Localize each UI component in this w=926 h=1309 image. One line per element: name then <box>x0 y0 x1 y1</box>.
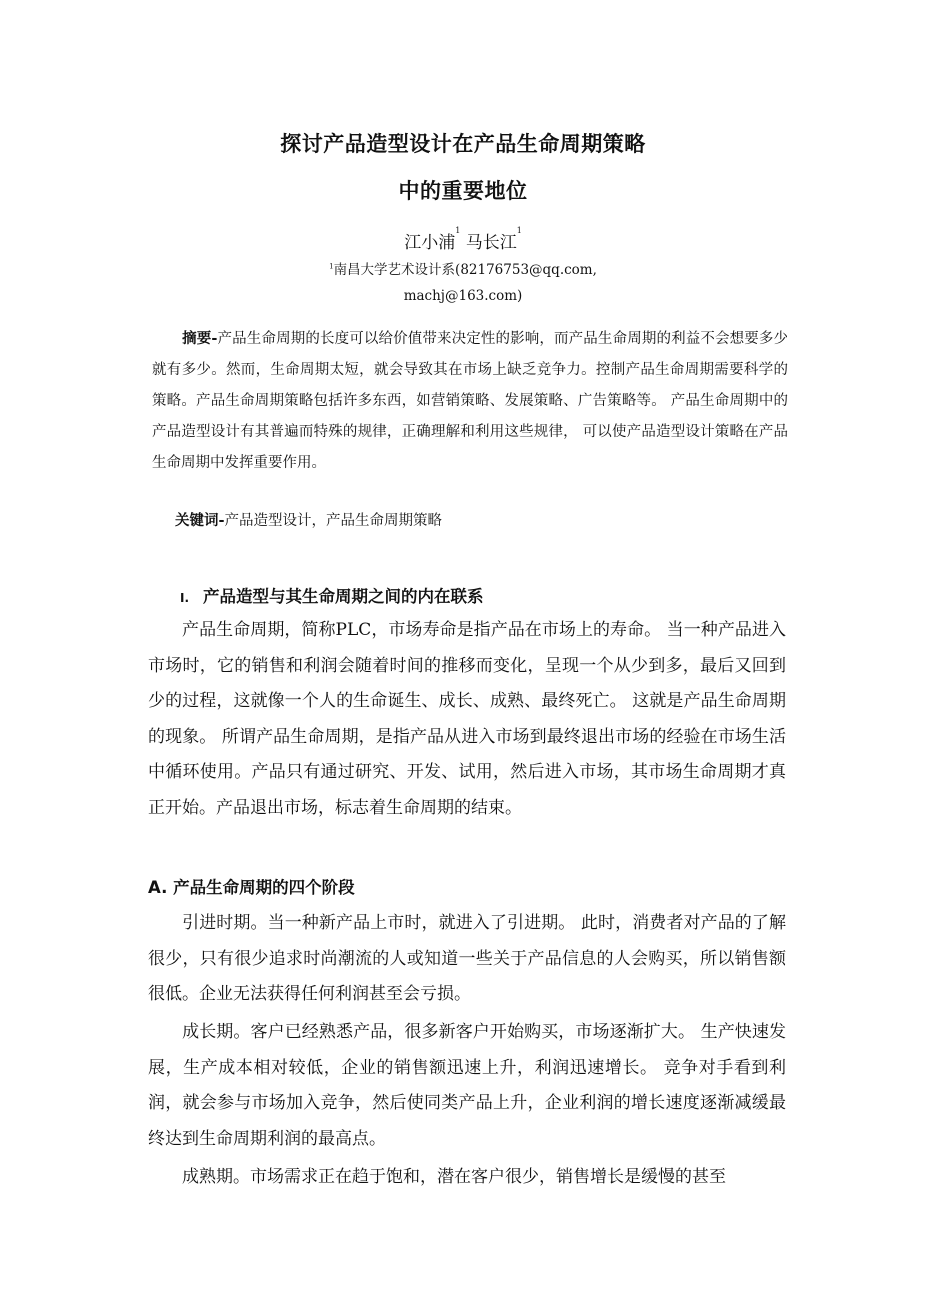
author-affiliation-mark: 1 <box>455 226 461 235</box>
paragraph-text: 引进时期。当一种新产品上市时，就进入了引进期。 此时，消费者对产品的了解很少，只有很少追求时尚潮流的人或知道一些关于产品信息的人会购买，所以销售额很低。企业无法获得任何利润甚至会亏损。 <box>148 913 786 1004</box>
paper-title-line-2: 中的重要地位 <box>398 179 528 203</box>
affiliation-line-2: machj@163.com) <box>403 288 523 304</box>
paragraph-text: 产品生命周期，简称PLC，市场寿命是指产品在市场上的寿命。 当一种产品进入市场时，它的销售和利润会随着时间的推移而变化，呈现一个从少到多，最后又回到少的过程，这就像一个人的生命诞生、成长、成熟、最终死亡。 这就是产品生命周期的现象。 所谓产品生命周期，是指产品从进入市场到最终退出市场的经验在市场生活中循环使用。产品只有通过研究、开发、试用，然后进入市场，其市场生命周期才真正开始。产品退出市场，标志着生命周期的结束。 <box>148 620 786 818</box>
affiliation-text: 南昌大学艺术设计系(82176753@qq.com, <box>333 262 597 278</box>
abstract <box>152 324 788 479</box>
affiliation-mark: 1 <box>329 262 334 271</box>
abstract-text: 产品生命周期的长度可以给价值带来决定性的影响，而产品生命周期的利益不会想要多少就有多少。然而，生命周期太短，就会导致其在市场上缺乏竞争力。控制产品生命周期需要科学的策略。产品生命周期策略包括许多东西，如营销策略、发展策略、广告策略等。 产品生命周期中的产品造型设计有其普遍而特殊的规律，正确理解和利用这些规律， 可以使产品造型设计策略在产品生命周期中发挥重要作用。 <box>152 331 788 471</box>
paragraph-text: 成长期。客户已经熟悉产品，很多新客户开始购买，市场逐渐扩大。 生产快速发展，生产成本相对较低，企业的销售额迅速上升，利润迅速增长。 竞争对手看到利润，就会参与市场加入竞争，然后使同类产品上升，企业利润的增长速度逐渐减缓最终达到生命周期利润的最高点。 <box>148 1022 786 1149</box>
keywords-label: 关键词- <box>175 513 225 529</box>
keywords-text: 产品造型设计，产品生命周期策略 <box>224 513 443 529</box>
affiliation-line-1 <box>0 258 926 278</box>
paragraph-text: 成熟期。市场需求正在趋于饱和，潜在客户很少，销售增长是缓慢的甚至 <box>182 1167 726 1187</box>
paper-title-line-1: 探讨产品造型设计在产品生命周期策略 <box>280 132 646 156</box>
body-paragraph <box>148 906 786 1013</box>
body-paragraph <box>148 613 786 826</box>
section-number: I. <box>180 591 190 605</box>
author-affiliation-mark: 1 <box>516 226 522 235</box>
keywords <box>175 509 442 530</box>
body-paragraph <box>148 1160 786 1196</box>
author-name: 马长江 <box>465 233 517 253</box>
author-name: 江小浦 <box>404 233 456 253</box>
abstract-label: 摘要- <box>182 331 218 347</box>
body-paragraph <box>148 1015 786 1157</box>
author-list <box>0 228 926 253</box>
section-heading <box>180 583 484 607</box>
section-heading-text: 产品造型与其生命周期之间的内在联系 <box>203 587 484 606</box>
subsection-heading: A. 产品生命周期的四个阶段 <box>148 878 355 897</box>
